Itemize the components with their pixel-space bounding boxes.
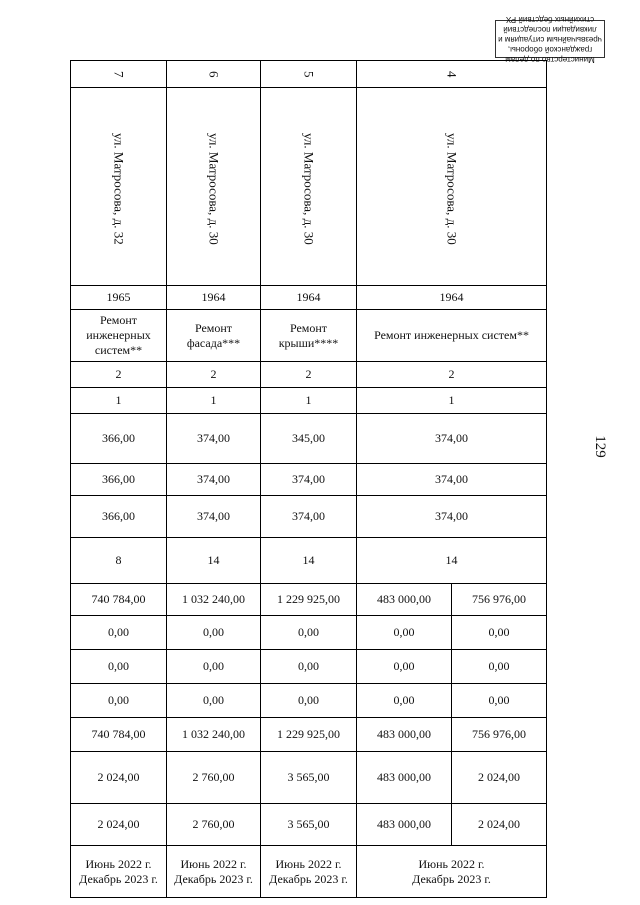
area-c-cell: 374,00 <box>357 496 547 538</box>
term-end: Декабрь 2023 г. <box>269 871 348 886</box>
area-c-cell: 374,00 <box>261 496 357 538</box>
data-table <box>70 60 547 898</box>
address-cell: ул. Матросова, д. 30 <box>167 88 261 286</box>
cost-total-cell: 756 976,00 <box>452 584 547 616</box>
count-cell: 14 <box>357 538 547 584</box>
count-cell: 8 <box>71 538 167 584</box>
zero-3-cell: 0,00 <box>71 684 167 718</box>
cost-total-row <box>71 584 547 616</box>
area-b-cell: 374,00 <box>357 464 547 496</box>
year-cell: 1965 <box>71 286 167 310</box>
row-2-cell: 2 <box>357 362 547 388</box>
cost-fund-cell: 756 976,00 <box>452 718 547 752</box>
unit-cost-cell: 2 024,00 <box>452 752 547 804</box>
address-cell: ул. Матросова, д. 30 <box>357 88 547 286</box>
address-cell: ул. Матросова, д. 30 <box>261 88 357 286</box>
zero-3-cell: 0,00 <box>452 684 547 718</box>
term-end: Декабрь 2023 г. <box>79 871 158 886</box>
cost-total-cell: 1 229 925,00 <box>261 584 357 616</box>
row-1 <box>71 388 547 414</box>
year-cell: 1964 <box>261 286 357 310</box>
area-a-cell: 374,00 <box>357 414 547 464</box>
address-row <box>71 88 547 286</box>
area-b-cell: 374,00 <box>261 464 357 496</box>
unit-cost-cell: 2 760,00 <box>167 752 261 804</box>
year-cell: 1964 <box>357 286 547 310</box>
cost-total-cell: 1 032 240,00 <box>167 584 261 616</box>
term-end: Декабрь 2023 г. <box>412 871 491 886</box>
zero-1-cell: 0,00 <box>261 616 357 650</box>
cost-total-cell: 483 000,00 <box>357 584 452 616</box>
area-row-b <box>71 464 547 496</box>
cost-fund-cell: 740 784,00 <box>71 718 167 752</box>
official-stamp <box>495 15 605 64</box>
row-1-cell: 1 <box>357 388 547 414</box>
zero-2-cell: 0,00 <box>167 650 261 684</box>
year-row <box>71 286 547 310</box>
term-start: Июнь 2022 г. <box>275 856 342 871</box>
col-number-cell: 5 <box>261 61 357 88</box>
zero-2-cell: 0,00 <box>261 650 357 684</box>
cost-total-cell: 740 784,00 <box>71 584 167 616</box>
area-c-cell: 374,00 <box>167 496 261 538</box>
col-number-cell: 4 <box>357 61 547 88</box>
unit-cost-limit-cell: 483 000,00 <box>357 804 452 846</box>
zero-1-cell: 0,00 <box>357 616 452 650</box>
terms-cell <box>71 846 167 898</box>
terms-cell <box>167 846 261 898</box>
zero-1-cell: 0,00 <box>452 616 547 650</box>
row-2-cell: 2 <box>261 362 357 388</box>
work-type-cell: Ремонт инженерных систем** <box>71 310 167 362</box>
count-row <box>71 538 547 584</box>
zero-3-cell: 0,00 <box>167 684 261 718</box>
cost-fund-row <box>71 718 547 752</box>
row-1-cell: 1 <box>71 388 167 414</box>
area-a-cell: 366,00 <box>71 414 167 464</box>
zero-2-cell: 0,00 <box>71 650 167 684</box>
unit-cost-cell: 2 024,00 <box>71 752 167 804</box>
zero-row-1 <box>71 616 547 650</box>
zero-row-2 <box>71 650 547 684</box>
zero-1-cell: 0,00 <box>167 616 261 650</box>
terms-cell <box>261 846 357 898</box>
work-type-cell: Ремонт фасада*** <box>167 310 261 362</box>
unit-cost-limit-cell: 2 024,00 <box>452 804 547 846</box>
unit-cost-cell: 483 000,00 <box>357 752 452 804</box>
row-1-cell: 1 <box>167 388 261 414</box>
stamp-line: Министерство по делам гражданской обороны, чрезвычайным ситуациям и ликвидации последствий стихийных бедствий РХ <box>498 15 602 64</box>
zero-3-cell: 0,00 <box>357 684 452 718</box>
work-type-cell: Ремонт инженерных систем** <box>357 310 547 362</box>
unit-cost-limit-row <box>71 804 547 846</box>
term-end: Декабрь 2023 г. <box>174 871 253 886</box>
unit-cost-cell: 3 565,00 <box>261 752 357 804</box>
count-cell: 14 <box>167 538 261 584</box>
zero-1-cell: 0,00 <box>71 616 167 650</box>
area-a-cell: 374,00 <box>167 414 261 464</box>
zero-2-cell: 0,00 <box>452 650 547 684</box>
unit-cost-limit-cell: 2 024,00 <box>71 804 167 846</box>
count-cell: 14 <box>261 538 357 584</box>
unit-cost-row <box>71 752 547 804</box>
term-start: Июнь 2022 г. <box>85 856 152 871</box>
terms-row <box>71 846 547 898</box>
row-2-cell: 2 <box>167 362 261 388</box>
page-number: 129 <box>591 435 608 458</box>
year-cell: 1964 <box>167 286 261 310</box>
term-start: Июнь 2022 г. <box>418 856 485 871</box>
area-row-a <box>71 414 547 464</box>
zero-row-3 <box>71 684 547 718</box>
cost-fund-cell: 1 032 240,00 <box>167 718 261 752</box>
area-row-c <box>71 496 547 538</box>
row-2 <box>71 362 547 388</box>
row-1-cell: 1 <box>261 388 357 414</box>
cost-fund-cell: 1 229 925,00 <box>261 718 357 752</box>
cost-fund-cell: 483 000,00 <box>357 718 452 752</box>
zero-2-cell: 0,00 <box>357 650 452 684</box>
work-type-row <box>71 310 547 362</box>
column-number-row <box>71 61 547 88</box>
area-a-cell: 345,00 <box>261 414 357 464</box>
area-b-cell: 366,00 <box>71 464 167 496</box>
row-2-cell: 2 <box>71 362 167 388</box>
work-type-cell: Ремонт крыши**** <box>261 310 357 362</box>
area-b-cell: 374,00 <box>167 464 261 496</box>
zero-3-cell: 0,00 <box>261 684 357 718</box>
term-start: Июнь 2022 г. <box>180 856 247 871</box>
unit-cost-limit-cell: 3 565,00 <box>261 804 357 846</box>
unit-cost-limit-cell: 2 760,00 <box>167 804 261 846</box>
terms-cell <box>357 846 547 898</box>
col-number-cell: 7 <box>71 61 167 88</box>
address-cell: ул. Матросова, д. 32 <box>71 88 167 286</box>
col-number-cell: 6 <box>167 61 261 88</box>
area-c-cell: 366,00 <box>71 496 167 538</box>
